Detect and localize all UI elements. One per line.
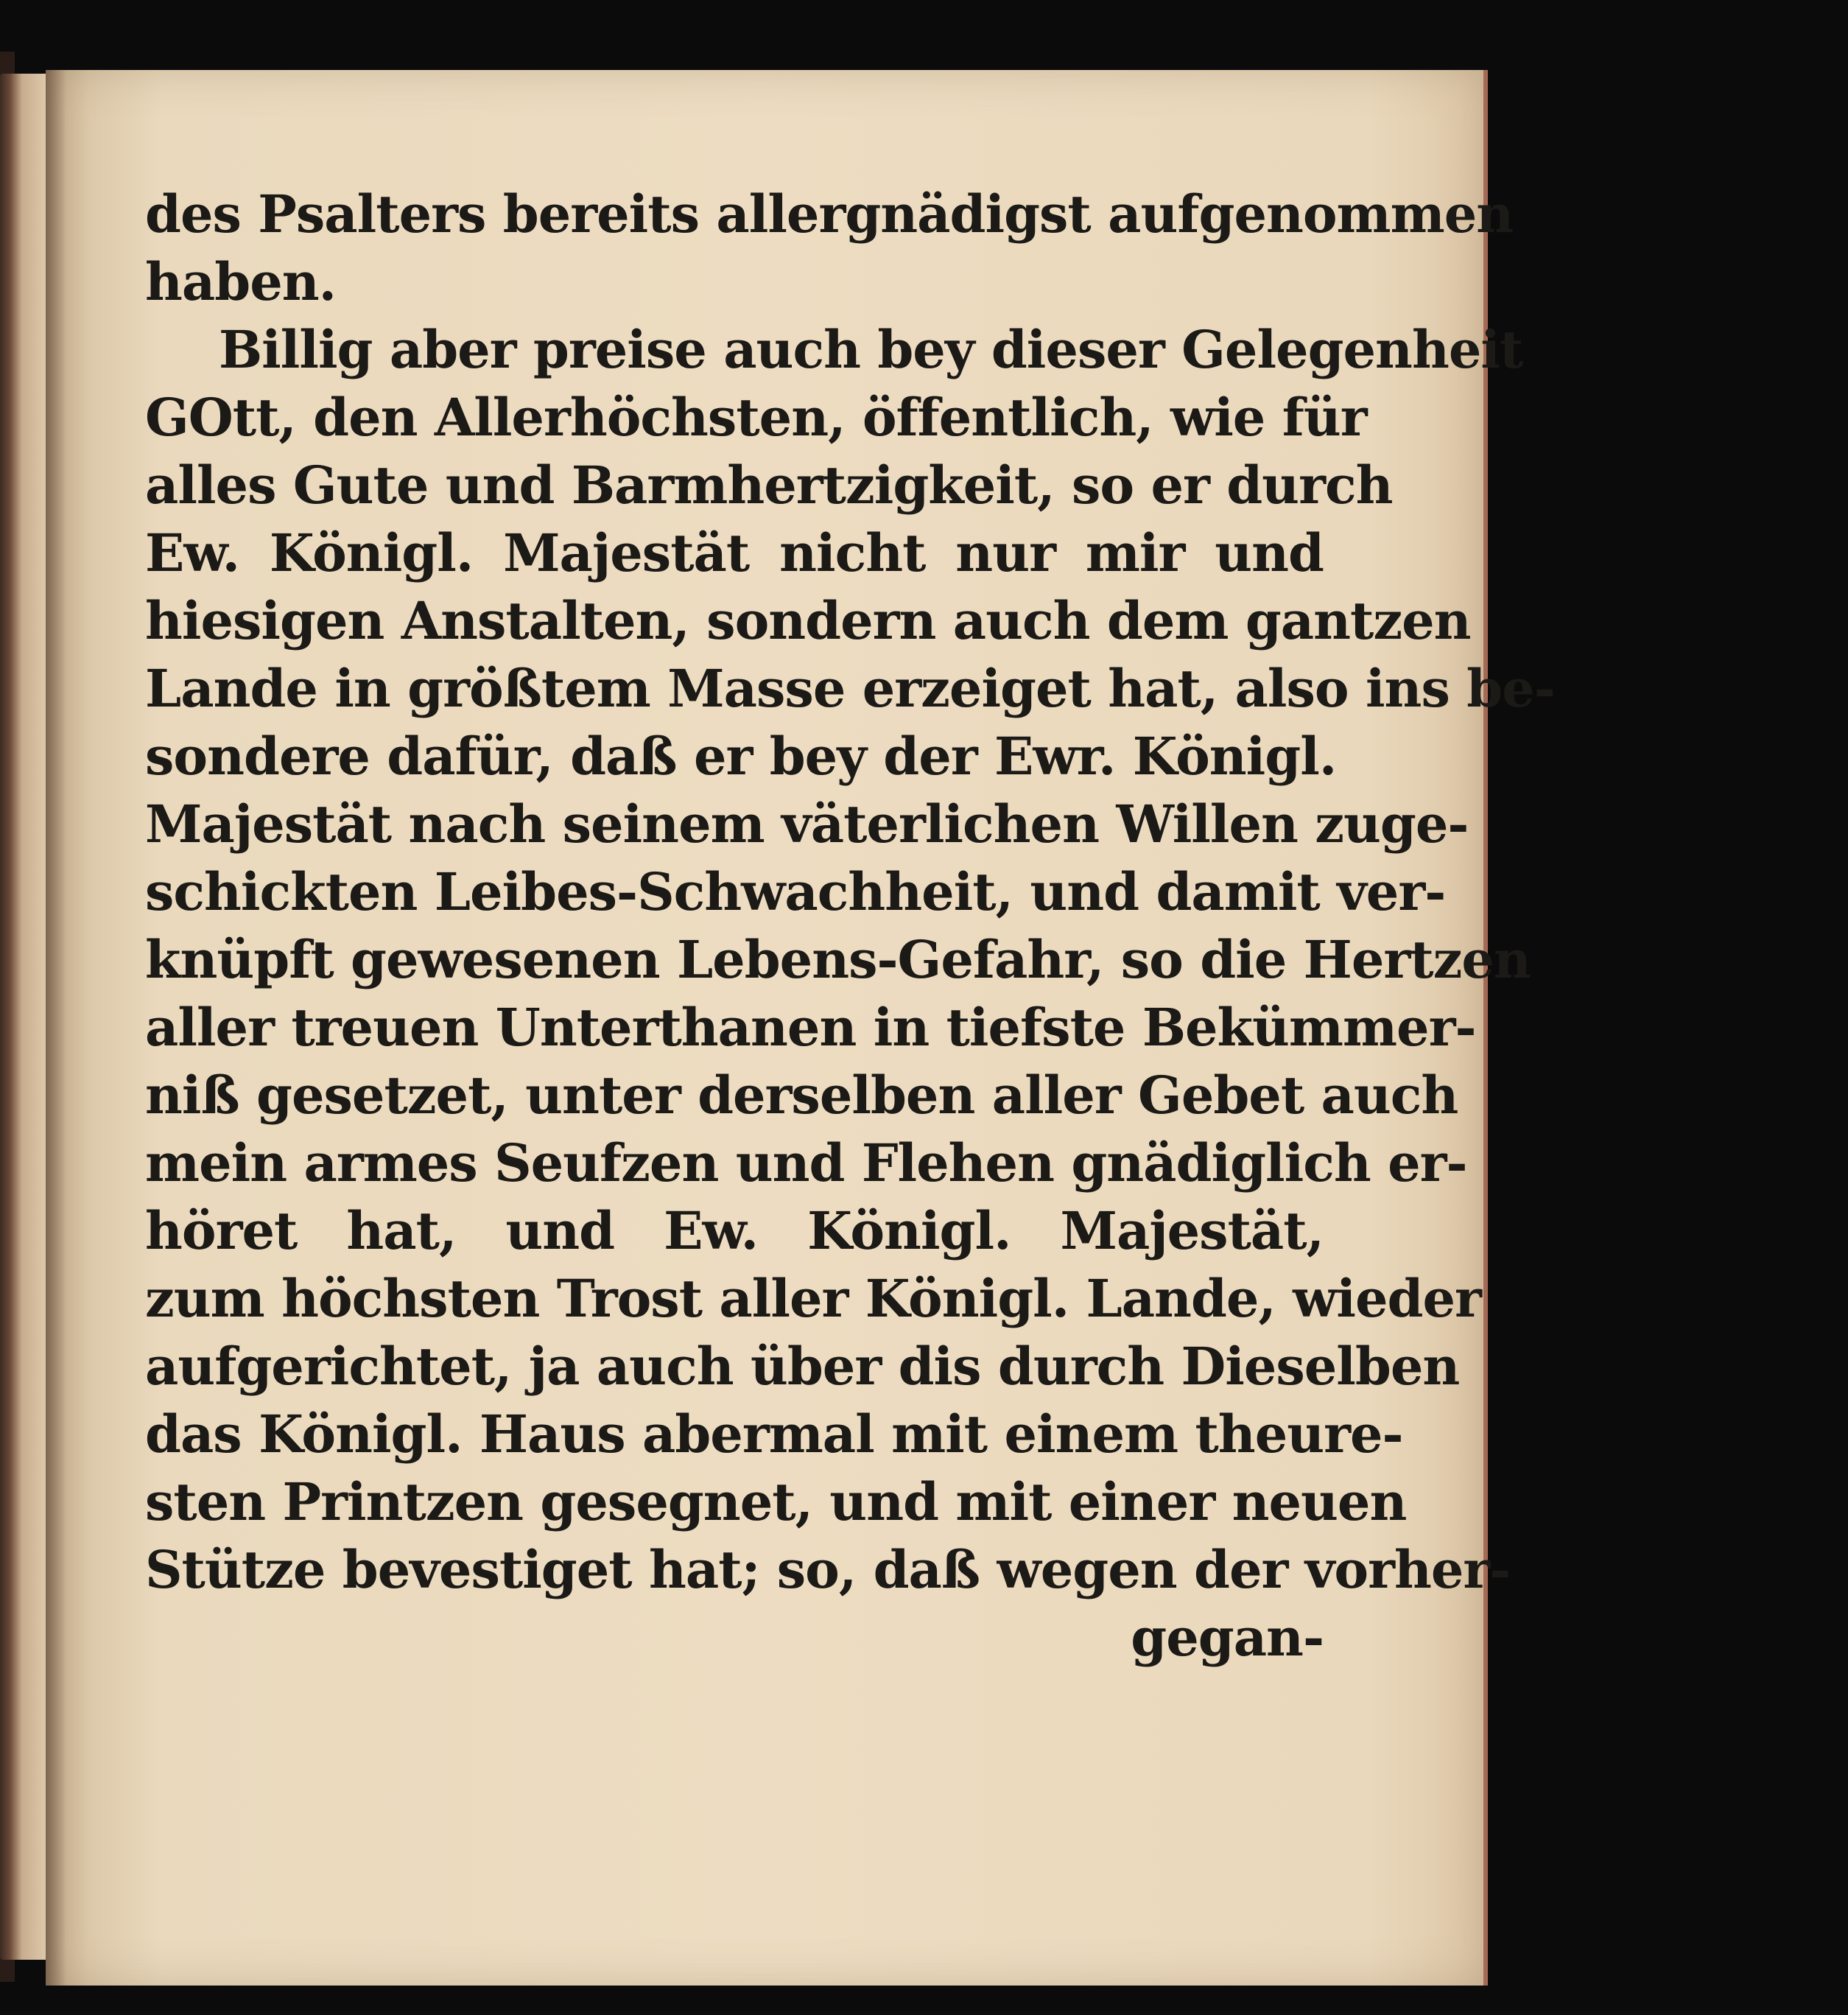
text-line: aufgerichtet, ja auch über dis durch Dieselben bbox=[145, 1336, 1460, 1397]
text-line: haben. bbox=[145, 251, 336, 312]
text-line: Ew. Königl. Majestät nicht nur mir und bbox=[145, 522, 1324, 584]
text-line: das Königl. Haus abermal mit einem theure- bbox=[145, 1404, 1403, 1465]
page-gutter-shadow bbox=[46, 70, 66, 1986]
text-line: höret hat, und Ew. Königl. Majestät, bbox=[145, 1200, 1324, 1261]
text-line: des Psalters bereits allergnädigst aufgenommen bbox=[145, 183, 1514, 245]
text-line: hiesigen Anstalten, sondern auch dem gantzen bbox=[145, 590, 1471, 651]
text-line: niß gesetzet, unter derselben aller Gebet auch bbox=[145, 1065, 1458, 1126]
text-line: sten Printzen gesegnet, und mit einer neuen bbox=[145, 1471, 1407, 1532]
text-line: zum höchsten Trost aller Königl. Lande, wieder bbox=[145, 1268, 1481, 1329]
text-line: alles Gute und Barmhertzigkeit, so er durch bbox=[145, 455, 1393, 516]
text-line: aller treuen Unterthanen in tiefste Bekümmer- bbox=[145, 997, 1476, 1058]
page-text-block bbox=[145, 181, 1555, 1672]
text-line: knüpft gewesenen Lebens-Gefahr, so die Hertzen bbox=[145, 929, 1531, 990]
text-line: GOtt, den Allerhöchsten, öffentlich, wie für bbox=[145, 387, 1367, 448]
text-line: schickten Leibes-Schwachheit, und damit ver- bbox=[145, 861, 1446, 922]
text-line: Billig aber preise auch bey dieser Gelegenheit bbox=[219, 319, 1523, 380]
text-line: Stütze bevestiget hat; so, daß wegen der vorher- bbox=[145, 1539, 1511, 1600]
right-page bbox=[46, 70, 1555, 1986]
text-line: Majestät nach seinem väterlichen Willen zuge- bbox=[145, 793, 1469, 855]
catchword: gegan- bbox=[1131, 1607, 1324, 1668]
text-line: mein armes Seufzen und Flehen gnädiglich er- bbox=[145, 1132, 1467, 1194]
text-line: sondere dafür, daß er bey der Ewr. Königl. bbox=[145, 726, 1337, 787]
text-line: Lande in größtem Masse erzeiget hat, also ins be- bbox=[145, 658, 1555, 719]
